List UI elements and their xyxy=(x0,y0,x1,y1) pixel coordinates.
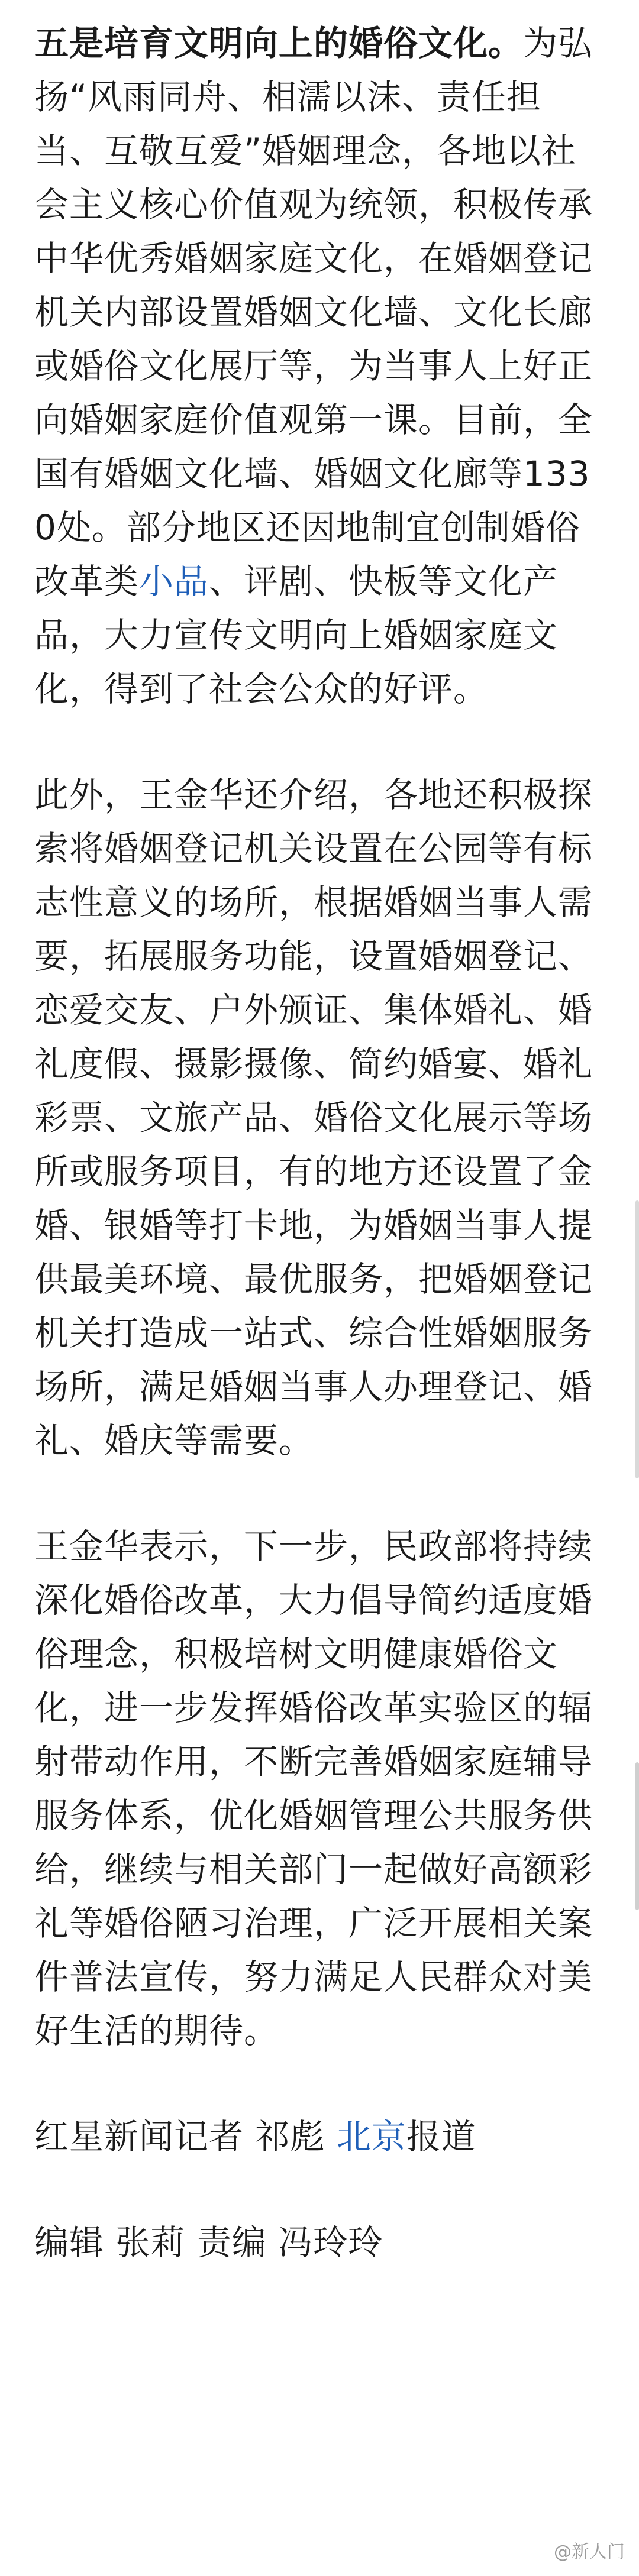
paragraph-services: 此外，王金华还介绍，各地还积极探索将婚姻登记机关设置在公园等有标志性意义的场所，根据婚姻当事人需要，拓展服务功能，设置婚姻登记、恋爱交友、户外颁证、集体婚礼、婚礼度假、摄影摄像、简约婚宴、婚礼彩票、文旅产品、婚俗文化展示等场所或服务项目，有的地方还设置了金婚、银婚等打卡地，为婚姻当事人提供最美环境、最优服务，把婚姻登记机关打造成一站式、综合性婚姻服务场所，满足婚姻当事人办理登记、婚礼、婚庆等需要。 xyxy=(34,775,593,1461)
scrollbar-track[interactable] xyxy=(635,1200,639,1478)
byline-reporter: 红星新闻记者 祁彪 xyxy=(34,2117,337,2157)
paragraph-culture xyxy=(34,17,608,716)
editor-credits: 编辑 张莉 责编 冯玲玲 xyxy=(34,2222,383,2263)
paragraph-text: 为弘扬“风雨同舟、相濡以沫、责任担当、互敬互爱”婚姻理念，各地以社会主义核心价值观为统领，积极传承中华优秀婚姻家庭文化，在婚姻登记机关内部设置婚姻文化墙、文化长廊或婚俗文化展厅等，为当事人上好正向婚姻家庭价值观第一课。目前，全国有婚姻文化墙、婚姻文化廊等1330处。部分地区还因地制宜创制婚俗改革类 xyxy=(34,23,593,601)
scrollbar-thumb[interactable] xyxy=(635,1762,639,1910)
paragraph-next-steps: 王金华表示，下一步，民政部将持续深化婚俗改革，大力倡导简约适度婚俗理念，积极培树文明健康婚俗文化，进一步发挥婚俗改革实验区的辐射带动作用，不断完善婚姻家庭辅导服务体系，优化婚姻管理公共服务供给，继续与相关部门一起做好高额彩礼等婚俗陋习治理，广泛开展相关案件普法宣传，努力满足人民群众对美好生活的期待。 xyxy=(34,1526,593,2051)
location-link-beijing[interactable]: 北京 xyxy=(336,2117,406,2157)
paragraph-heading: 五是培育文明向上的婚俗文化。 xyxy=(34,23,524,63)
byline-suffix: 报道 xyxy=(406,2117,476,2157)
article-body xyxy=(34,17,608,2270)
paragraph-text-continued: 、评剧、快板等文化产品，大力宣传文明向上婚姻家庭文化，得到了社会公众的好评。 xyxy=(34,561,559,709)
keyword-link-xiaopin[interactable]: 小品 xyxy=(139,561,209,601)
byline xyxy=(34,2110,608,2164)
watermark: @新人门 xyxy=(554,2542,625,2562)
